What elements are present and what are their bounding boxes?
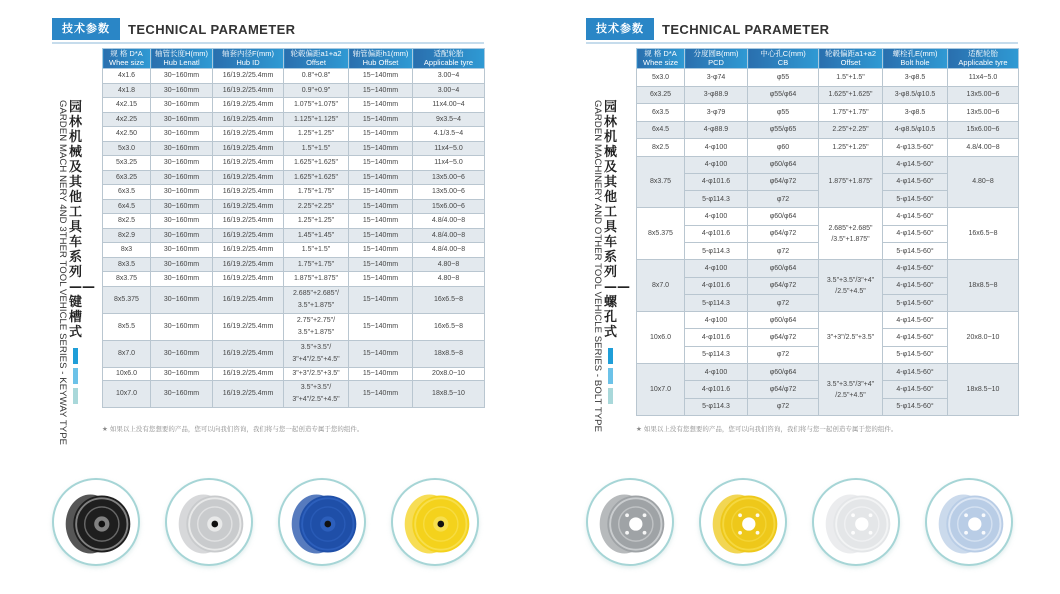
hub-length-cell: 30~160mm <box>151 170 213 185</box>
bolt-title-en: TECHNICAL PARAMETER <box>662 21 830 37</box>
hub-id-cell: 16/19.2/25.4mm <box>213 199 284 214</box>
keyway-title-zh: 技术参数 <box>52 18 120 40</box>
hub-id-cell: 16/19.2/25.4mm <box>213 156 284 171</box>
applicable-tyre-cell: 18x8.5~10 <box>948 364 1019 416</box>
offset-cell: 3"+3"/2.5"+3.5" <box>819 312 883 364</box>
bolt-hole-cell: 4-φ14.5-60° <box>883 173 948 190</box>
hub-offset-cell: 15~140mm <box>349 243 413 258</box>
col-pcd: 分度圆B(mm) PCD <box>685 49 748 69</box>
cb-cell: φ72 <box>748 346 819 363</box>
pcd-cell: 4-φ100 <box>685 139 748 157</box>
bolt-hole-cell: 5-φ14.5-60° <box>883 242 948 259</box>
hub-length-cell: 30~160mm <box>151 228 213 243</box>
bolt-side-title-en: GARDEN MACHINERY AND OTHER TOOL VEHICLE SERIES - BOLT TYPE <box>592 100 603 433</box>
pcd-cell: 5-φ114.3 <box>685 191 748 208</box>
hub-id-cell: 16/19.2/25.4mm <box>213 228 284 243</box>
keyway-side-title <box>57 100 95 470</box>
pcd-cell: 4-φ101.6 <box>685 329 748 346</box>
bolt-hole-cell: 4-φ14.5-60° <box>883 329 948 346</box>
applicable-tyre-cell: 4.80~8 <box>413 257 485 272</box>
pcd-cell: 3-φ74 <box>685 69 748 87</box>
hub-offset-cell: 15~140mm <box>349 214 413 229</box>
bolt-table-row <box>637 69 1019 87</box>
bolt-footnote: ★ 如果以上没有您想要的产品，您可以向我们咨询，我们将与您一起创造专属于您的组件。 <box>636 425 898 433</box>
hub-id-cell: 16/19.2/25.4mm <box>213 272 284 287</box>
wheel-size-cell: 10x6.0 <box>103 367 151 380</box>
offset-cell: 1.75"+1.75" <box>284 257 349 272</box>
keyway-title-rule <box>52 42 484 44</box>
keyway-table-row <box>103 83 485 98</box>
hub-offset-cell: 15~140mm <box>349 313 413 340</box>
pcd-cell: 3-φ79 <box>685 104 748 122</box>
bolt-hole-cell: 4-φ8.5/φ10.5 <box>883 121 948 139</box>
hub-offset-cell: 15~140mm <box>349 170 413 185</box>
offset-cell: 0.9"+0.9" <box>284 83 349 98</box>
hub-offset-cell: 15~140mm <box>349 199 413 214</box>
offset-cell: 1.625"+1.625" <box>284 170 349 185</box>
pcd-cell: 4-φ100 <box>685 312 748 329</box>
bolt-table-row <box>637 208 1019 225</box>
offset-cell: 1.5"+1.5" <box>284 141 349 156</box>
cb-cell: φ60/φ64 <box>748 312 819 329</box>
hub-offset-cell: 15~140mm <box>349 185 413 200</box>
wheel-size-cell: 6x3.25 <box>637 86 685 104</box>
offset-cell: 3.5"+3.5"/3"+4" /2.5"+4.5" <box>819 364 883 416</box>
offset-cell: 1.125"+1.125" <box>284 112 349 127</box>
bolt-table-row <box>637 260 1019 277</box>
keyway-table-row <box>103 98 485 113</box>
applicable-tyre-cell: 13x5.00~6 <box>948 104 1019 122</box>
offset-cell: 2.25"+2.25" <box>819 121 883 139</box>
keyway-table-row <box>103 286 485 313</box>
offset-cell: 2.685"+2.685"/ 3.5"+1.875" <box>284 286 349 313</box>
cb-cell: φ72 <box>748 242 819 259</box>
hub-offset-cell: 15~140mm <box>349 69 413 84</box>
offset-cell: 1.075"+1.075" <box>284 98 349 113</box>
hub-offset-cell: 15~140mm <box>349 228 413 243</box>
offset-cell: 0.8"+0.8" <box>284 69 349 84</box>
wheel-size-cell: 6x3.5 <box>637 104 685 122</box>
applicable-tyre-cell: 4.80~8 <box>413 272 485 287</box>
keyway-side-color-bars <box>73 348 79 408</box>
hub-id-cell: 16/19.2/25.4mm <box>213 380 284 407</box>
keyway-wheel-gallery <box>52 478 504 566</box>
cb-cell: φ64/φ72 <box>748 173 819 190</box>
applicable-tyre-cell: 20x8.0~10 <box>413 367 485 380</box>
bolt-table-header <box>637 49 1019 69</box>
hub-offset-cell: 15~140mm <box>349 112 413 127</box>
cb-cell: φ55/φ64 <box>748 86 819 104</box>
hub-length-cell: 30~160mm <box>151 257 213 272</box>
applicable-tyre-cell: 11x4~5.0 <box>413 141 485 156</box>
wheel-size-cell: 8x3.5 <box>103 257 151 272</box>
wheel-size-cell: 6x4.5 <box>637 121 685 139</box>
yellow-bolt-wheel-image <box>699 478 787 566</box>
pcd-cell: 3-φ88.9 <box>685 86 748 104</box>
wheel-size-cell: 10x7.0 <box>103 380 151 407</box>
applicable-tyre-cell: 18x8.5~10 <box>413 380 485 407</box>
bolt-hole-cell: 4-φ14.5-60° <box>883 381 948 398</box>
bolt-hole-cell: 4-φ14.5-60° <box>883 364 948 381</box>
wheel-size-cell: 8x2.5 <box>103 214 151 229</box>
bolt-side-title <box>592 100 630 460</box>
hub-length-cell: 30~160mm <box>151 340 213 367</box>
applicable-tyre-cell: 15x6.00~6 <box>413 199 485 214</box>
hub-offset-cell: 15~140mm <box>349 127 413 142</box>
bolt-wheel-gallery <box>586 478 1038 566</box>
offset-cell: 3.5"+3.5"/ 3"+4"/2.5"+4.5" <box>284 380 349 407</box>
cb-cell: φ72 <box>748 398 819 415</box>
offset-cell: 1.875"+1.875" <box>819 156 883 208</box>
hub-length-cell: 30~160mm <box>151 214 213 229</box>
hub-offset-cell: 15~140mm <box>349 340 413 367</box>
applicable-tyre-cell: 11x4~5.0 <box>413 156 485 171</box>
bolt-side-color-bars <box>608 348 614 408</box>
cb-cell: φ64/φ72 <box>748 329 819 346</box>
applicable-tyre-cell: 13x5.00~6 <box>413 170 485 185</box>
hub-id-cell: 16/19.2/25.4mm <box>213 367 284 380</box>
cb-cell: φ64/φ72 <box>748 277 819 294</box>
wheel-size-cell: 8x2.5 <box>637 139 685 157</box>
col-wheel-size: 规 格 D*A Whee size <box>637 49 685 69</box>
hub-id-cell: 16/19.2/25.4mm <box>213 127 284 142</box>
wheel-size-cell: 5x3.0 <box>637 69 685 87</box>
bolt-title-rule <box>586 42 1018 44</box>
hub-id-cell: 16/19.2/25.4mm <box>213 112 284 127</box>
pcd-cell: 4-φ100 <box>685 156 748 173</box>
wheel-size-cell: 8x3.75 <box>103 272 151 287</box>
wheel-size-cell: 8x7.0 <box>637 260 685 312</box>
bolt-table-row <box>637 104 1019 122</box>
pcd-cell: 4-φ100 <box>685 364 748 381</box>
wheel-size-cell: 8x7.0 <box>103 340 151 367</box>
hub-length-cell: 30~160mm <box>151 156 213 171</box>
hub-length-cell: 30~160mm <box>151 141 213 156</box>
keyway-table-row <box>103 313 485 340</box>
hub-offset-cell: 15~140mm <box>349 286 413 313</box>
wheel-size-cell: 4x2.50 <box>103 127 151 142</box>
applicable-tyre-cell: 16x6.5~8 <box>413 313 485 340</box>
offset-cell: 1.5"+1.5" <box>284 243 349 258</box>
hub-length-cell: 30~160mm <box>151 98 213 113</box>
hub-length-cell: 30~160mm <box>151 286 213 313</box>
hub-length-cell: 30~160mm <box>151 313 213 340</box>
wheel-size-cell: 4x1.6 <box>103 69 151 84</box>
pcd-cell: 5-φ114.3 <box>685 346 748 363</box>
wheel-size-cell: 5x3.25 <box>103 156 151 171</box>
hub-offset-cell: 15~140mm <box>349 272 413 287</box>
bolt-hole-cell: 4-φ14.5-60° <box>883 156 948 173</box>
cb-cell: φ55 <box>748 104 819 122</box>
hub-id-cell: 16/19.2/25.4mm <box>213 141 284 156</box>
keyway-table-row <box>103 141 485 156</box>
applicable-tyre-cell: 4.8/4.00~8 <box>948 139 1019 157</box>
hub-id-cell: 16/19.2/25.4mm <box>213 98 284 113</box>
hub-id-cell: 16/19.2/25.4mm <box>213 340 284 367</box>
applicable-tyre-cell: 9x3.5~4 <box>413 112 485 127</box>
bolt-table-row <box>637 139 1019 157</box>
applicable-tyre-cell: 20x8.0~10 <box>948 312 1019 364</box>
bolt-hole-cell: 4-φ14.5-60° <box>883 277 948 294</box>
wheel-size-cell: 5x3.0 <box>103 141 151 156</box>
cb-cell: φ60/φ64 <box>748 364 819 381</box>
hub-length-cell: 30~160mm <box>151 127 213 142</box>
col-offset: 轮毂偏距a1+a2 Offset <box>284 49 349 69</box>
bolt-hole-cell: 4-φ14.5-60° <box>883 208 948 225</box>
cb-cell: φ64/φ72 <box>748 225 819 242</box>
col-hub-offset: 轴管偏距h1(mm) Hub Offset <box>349 49 413 69</box>
hub-id-cell: 16/19.2/25.4mm <box>213 286 284 313</box>
keyway-side-title-en: GARDEN MACH NERY 4ND 3THER TOOL VEHICLE SERIES - KEYWAY TYPE <box>57 100 68 446</box>
hub-offset-cell: 15~140mm <box>349 380 413 407</box>
applicable-tyre-cell: 4.1/3.5~4 <box>413 127 485 142</box>
bolt-spec-table <box>636 48 1019 416</box>
wheel-size-cell: 10x7.0 <box>637 364 685 416</box>
hub-offset-cell: 15~140mm <box>349 98 413 113</box>
hub-offset-cell: 15~140mm <box>349 83 413 98</box>
bolt-table-row <box>637 86 1019 104</box>
keyway-title-en: TECHNICAL PARAMETER <box>128 21 296 37</box>
keyway-table-row <box>103 380 485 407</box>
pcd-cell: 5-φ114.3 <box>685 294 748 311</box>
keyway-table-row <box>103 127 485 142</box>
applicable-tyre-cell: 18x8.5~8 <box>413 340 485 367</box>
blue-keyway-wheel-image <box>278 478 366 566</box>
hub-id-cell: 16/19.2/25.4mm <box>213 243 284 258</box>
bolt-hole-cell: 5-φ14.5-60° <box>883 294 948 311</box>
keyway-table-row <box>103 112 485 127</box>
offset-cell: 2.25"+2.25" <box>284 199 349 214</box>
hub-offset-cell: 15~140mm <box>349 367 413 380</box>
hub-length-cell: 30~160mm <box>151 380 213 407</box>
offset-cell: 3"+3"/2.5"+3.5" <box>284 367 349 380</box>
keyway-table-row <box>103 367 485 380</box>
wheel-size-cell: 6x4.5 <box>103 199 151 214</box>
col-hub-length: 轴管长度H(mm) Hub Lenatl <box>151 49 213 69</box>
hub-offset-cell: 15~140mm <box>349 141 413 156</box>
keyway-table-row <box>103 214 485 229</box>
pcd-cell: 4-φ88.9 <box>685 121 748 139</box>
bolt-hole-cell: 4-φ14.5-60° <box>883 312 948 329</box>
offset-cell: 1.75"+1.75" <box>819 104 883 122</box>
keyway-title-bar <box>52 18 295 40</box>
keyway-side-title-zh: 园林机械及其他工具车系列——键槽式 <box>69 100 95 340</box>
keyway-table-row <box>103 185 485 200</box>
applicable-tyre-cell: 3.00~4 <box>413 83 485 98</box>
offset-cell: 3.5"+3.5"/ 3"+4"/2.5"+4.5" <box>284 340 349 367</box>
silver-keyway-wheel-image <box>165 478 253 566</box>
grey-bolt-wheel-image <box>586 478 674 566</box>
hub-id-cell: 16/19.2/25.4mm <box>213 313 284 340</box>
cb-cell: φ64/φ72 <box>748 381 819 398</box>
pcd-cell: 5-φ114.3 <box>685 242 748 259</box>
keyway-table-row <box>103 228 485 243</box>
keyway-table-row <box>103 340 485 367</box>
keyway-table-row <box>103 257 485 272</box>
applicable-tyre-cell: 13x5.00~6 <box>413 185 485 200</box>
wheel-size-cell: 6x3.25 <box>103 170 151 185</box>
offset-cell: 1.45"+1.45" <box>284 228 349 243</box>
keyway-table-header <box>103 49 485 69</box>
pcd-cell: 4-φ101.6 <box>685 173 748 190</box>
wheel-size-cell: 6x3.5 <box>103 185 151 200</box>
cb-cell: φ55/φ65 <box>748 121 819 139</box>
offset-cell: 1.5"+1.5" <box>819 69 883 87</box>
hub-length-cell: 30~160mm <box>151 112 213 127</box>
hub-length-cell: 30~160mm <box>151 272 213 287</box>
wheel-size-cell: 8x5.5 <box>103 313 151 340</box>
offset-cell: 1.875"+1.875" <box>284 272 349 287</box>
wheel-size-cell: 8x5.375 <box>637 208 685 260</box>
applicable-tyre-cell: 16x6.5~8 <box>413 286 485 313</box>
offset-cell: 1.625"+1.625" <box>284 156 349 171</box>
hub-id-cell: 16/19.2/25.4mm <box>213 170 284 185</box>
bolt-hole-cell: 3-φ8.5/φ10.5 <box>883 86 948 104</box>
offset-cell: 1.25"+1.25" <box>284 214 349 229</box>
wheel-size-cell: 8x3 <box>103 243 151 258</box>
offset-cell: 2.75"+2.75"/ 3.5"+1.875" <box>284 313 349 340</box>
hub-length-cell: 30~160mm <box>151 367 213 380</box>
bolt-panel <box>530 0 1060 594</box>
hub-id-cell: 16/19.2/25.4mm <box>213 69 284 84</box>
hub-length-cell: 30~160mm <box>151 243 213 258</box>
cb-cell: φ60/φ64 <box>748 208 819 225</box>
keyway-table-row <box>103 199 485 214</box>
bolt-hole-cell: 5-φ14.5-60° <box>883 398 948 415</box>
bolt-table-row <box>637 312 1019 329</box>
hub-id-cell: 16/19.2/25.4mm <box>213 214 284 229</box>
pcd-cell: 4-φ101.6 <box>685 225 748 242</box>
white-bolt-wheel-image <box>812 478 900 566</box>
col-hub-id: 轴套内径F(mm) Hub ID <box>213 49 284 69</box>
wheel-size-cell: 4x1.8 <box>103 83 151 98</box>
hub-length-cell: 30~160mm <box>151 199 213 214</box>
hub-offset-cell: 15~140mm <box>349 156 413 171</box>
cb-cell: φ72 <box>748 191 819 208</box>
bolt-title-bar <box>586 18 829 40</box>
applicable-tyre-cell: 13x5.00~6 <box>948 86 1019 104</box>
offset-cell: 1.25"+1.25" <box>284 127 349 142</box>
hub-id-cell: 16/19.2/25.4mm <box>213 185 284 200</box>
hub-offset-cell: 15~140mm <box>349 257 413 272</box>
cb-cell: φ60/φ64 <box>748 156 819 173</box>
keyway-table-row <box>103 272 485 287</box>
offset-cell: 2.685"+2.685" /3.5"+1.875" <box>819 208 883 260</box>
pcd-cell: 5-φ114.3 <box>685 398 748 415</box>
wheel-size-cell: 8x2.9 <box>103 228 151 243</box>
bolt-table-row <box>637 364 1019 381</box>
bolt-hole-cell: 4-φ13.5-60° <box>883 139 948 157</box>
applicable-tyre-cell: 4.8/4.00~8 <box>413 228 485 243</box>
bolt-hole-cell: 4-φ14.5-60° <box>883 260 948 277</box>
col-offset: 轮毂偏距a1+a2 Offset <box>819 49 883 69</box>
col-applicable-tyre: 适配轮胎 Applicable tyre <box>948 49 1019 69</box>
applicable-tyre-cell: 11x4.00~4 <box>413 98 485 113</box>
pcd-cell: 4-φ100 <box>685 208 748 225</box>
applicable-tyre-cell: 18x8.5~8 <box>948 260 1019 312</box>
keyway-table-row <box>103 69 485 84</box>
bolt-table-row <box>637 121 1019 139</box>
wheel-size-cell: 10x6.0 <box>637 312 685 364</box>
bolt-hole-cell: 3-φ8.5 <box>883 69 948 87</box>
keyway-table-row <box>103 243 485 258</box>
keyway-table-row <box>103 170 485 185</box>
offset-cell: 1.25"+1.25" <box>819 139 883 157</box>
pcd-cell: 4-φ101.6 <box>685 381 748 398</box>
bolt-title-zh: 技术参数 <box>586 18 654 40</box>
wheel-size-cell: 8x3.75 <box>637 156 685 208</box>
applicable-tyre-cell: 4.8/4.00~8 <box>413 243 485 258</box>
bolt-side-title-zh: 园林机械及其他工具车系列——螺孔式 <box>604 100 630 340</box>
offset-cell: 3.5"+3.5"/3"+4" /2.5"+4.5" <box>819 260 883 312</box>
applicable-tyre-cell: 4.8/4.00~8 <box>413 214 485 229</box>
hub-id-cell: 16/19.2/25.4mm <box>213 257 284 272</box>
wheel-size-cell: 4x2.15 <box>103 98 151 113</box>
bolt-hole-cell: 3-φ8.5 <box>883 104 948 122</box>
applicable-tyre-cell: 3.00~4 <box>413 69 485 84</box>
yellow-keyway-wheel-image <box>391 478 479 566</box>
hub-length-cell: 30~160mm <box>151 83 213 98</box>
hub-length-cell: 30~160mm <box>151 185 213 200</box>
hub-id-cell: 16/19.2/25.4mm <box>213 83 284 98</box>
cb-cell: φ55 <box>748 69 819 87</box>
bolt-hole-cell: 4-φ14.5-60° <box>883 225 948 242</box>
cb-cell: φ72 <box>748 294 819 311</box>
wheel-size-cell: 4x2.25 <box>103 112 151 127</box>
col-applicable-tyre: 适配轮胎 Applicable tyre <box>413 49 485 69</box>
applicable-tyre-cell: 16x6.5~8 <box>948 208 1019 260</box>
pcd-cell: 4-φ100 <box>685 260 748 277</box>
col-wheel-size: 规 格 D*A Whee size <box>103 49 151 69</box>
wheel-size-cell: 8x5.375 <box>103 286 151 313</box>
bolt-hole-cell: 5-φ14.5-60° <box>883 346 948 363</box>
light-blue-bolt-wheel-image <box>925 478 1013 566</box>
keyway-footnote: ★ 如果以上没有您想要的产品，您可以向我们咨询，我们将与您一起创造专属于您的组件。 <box>102 425 364 433</box>
offset-cell: 1.75"+1.75" <box>284 185 349 200</box>
keyway-table-row <box>103 156 485 171</box>
applicable-tyre-cell: 4.80~8 <box>948 156 1019 208</box>
col-bolt-hole: 螺栓孔E(mm) Bolt hole <box>883 49 948 69</box>
cb-cell: φ60/φ64 <box>748 260 819 277</box>
bolt-hole-cell: 5-φ14.5-60° <box>883 191 948 208</box>
bolt-table-row <box>637 156 1019 173</box>
keyway-spec-table <box>102 48 485 408</box>
black-keyway-wheel-image <box>52 478 140 566</box>
offset-cell: 1.625"+1.625" <box>819 86 883 104</box>
applicable-tyre-cell: 15x6.00~6 <box>948 121 1019 139</box>
hub-length-cell: 30~160mm <box>151 69 213 84</box>
cb-cell: φ60 <box>748 139 819 157</box>
pcd-cell: 4-φ101.6 <box>685 277 748 294</box>
col-cb: 中心孔C(mm) CB <box>748 49 819 69</box>
applicable-tyre-cell: 11x4~5.0 <box>948 69 1019 87</box>
